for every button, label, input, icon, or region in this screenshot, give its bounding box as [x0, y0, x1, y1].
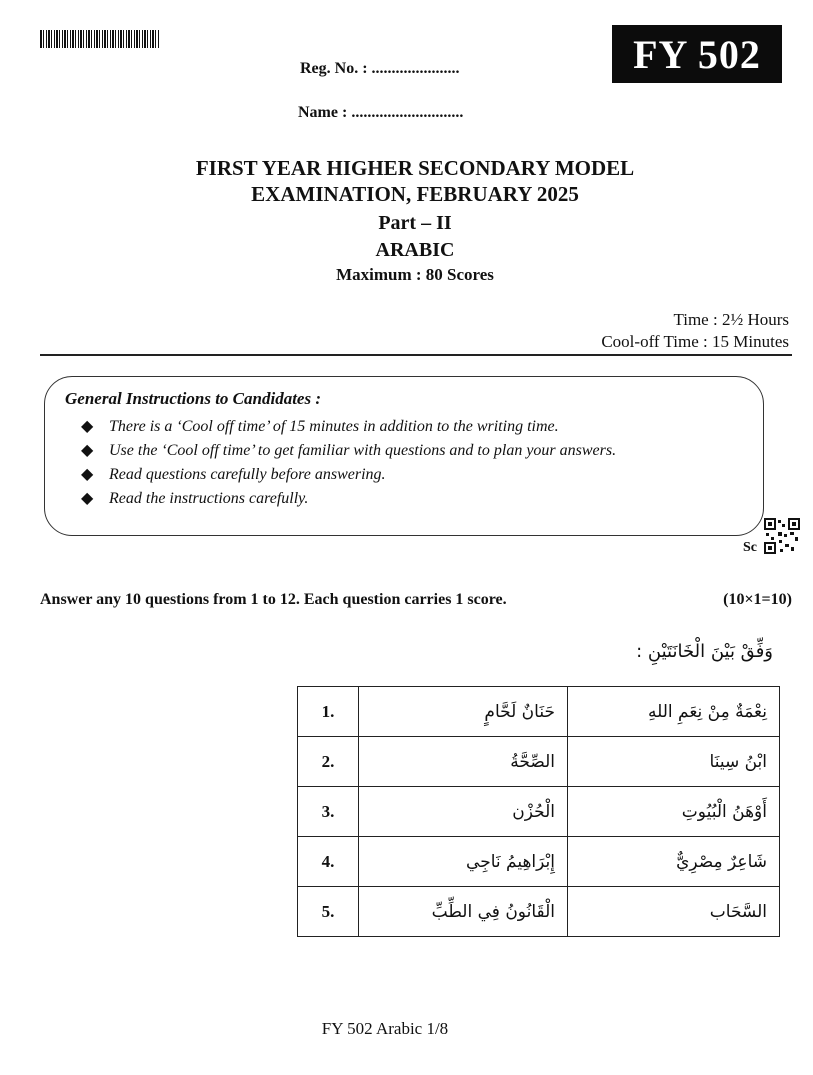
- instructions-list: [45, 415, 763, 511]
- table-row: [298, 787, 780, 837]
- table-row: [298, 737, 780, 787]
- question-header: [40, 591, 792, 609]
- instruction-item: ◆ Use the ‘Cool off time’ to get familiar with questions and to plan your answers.: [81, 439, 763, 463]
- column-a-cell: الْقَانُونُ فِي الطِّبِّ: [359, 887, 568, 937]
- maximum-scores: Maximum : 80 Scores: [336, 265, 494, 284]
- table-row: [298, 837, 780, 887]
- bullet-icon: ◆: [81, 418, 94, 435]
- question-number: 2.: [298, 737, 359, 787]
- column-b-cell: السَّحَاب: [568, 887, 780, 937]
- bullet-icon: ◆: [81, 490, 94, 507]
- subject-label: ARABIC: [375, 239, 455, 261]
- cool-off-time: Cool-off Time : 15 Minutes: [601, 332, 789, 351]
- scanner-label: Sc: [743, 540, 757, 555]
- question-number: 1.: [298, 687, 359, 737]
- column-a-cell: إِبْرَاهِيمُ نَاجِي: [359, 837, 568, 887]
- divider: [40, 354, 792, 356]
- arabic-instruction: وَفِّقْ بَيْنَ الْخَانَتَيْنِ :: [636, 641, 773, 662]
- name-field: Name : ............................: [298, 104, 464, 121]
- bullet-icon: ◆: [81, 442, 94, 459]
- time-info: [601, 309, 789, 353]
- column-a-cell: حَنَانٌ لَحَّامٍ: [359, 687, 568, 737]
- column-b-cell: نِعْمَةٌ مِنْ نِعَمِ اللهِ: [568, 687, 780, 737]
- question-instruction: Answer any 10 questions from 1 to 12. Each question carries 1 score.: [40, 591, 507, 608]
- qr-code-icon: [764, 518, 800, 554]
- page-footer: FY 502 Arabic 1/8: [321, 1019, 449, 1038]
- instructions-box: [44, 376, 764, 536]
- table-row: [298, 687, 780, 737]
- part-label: Part – II: [378, 212, 452, 234]
- instructions-heading: General Instructions to Candidates :: [65, 389, 321, 408]
- title-line-2: EXAMINATION, FEBRUARY 2025: [251, 182, 579, 206]
- question-number: 3.: [298, 787, 359, 837]
- instruction-item: ◆ Read questions carefully before answering.: [81, 463, 763, 487]
- question-number: 4.: [298, 837, 359, 887]
- instruction-item: ◆ There is a ‘Cool off time’ of 15 minutes in addition to the writing time.: [81, 415, 763, 439]
- table-row: [298, 887, 780, 937]
- question-number: 5.: [298, 887, 359, 937]
- matching-table: [297, 686, 780, 937]
- instruction-item: ◆ Read the instructions carefully.: [81, 487, 763, 511]
- column-a-cell: الصِّحَّةُ: [359, 737, 568, 787]
- column-b-cell: ابْنُ سِينَا: [568, 737, 780, 787]
- column-b-cell: شَاعِرٌ مِصْرِيٌّ: [568, 837, 780, 887]
- column-a-cell: الْحُزْن: [359, 787, 568, 837]
- paper-code: FY 502: [612, 25, 782, 83]
- title-line-1: FIRST YEAR HIGHER SECONDARY MODEL: [195, 156, 635, 180]
- reg-no-field: Reg. No. : ......................: [300, 60, 460, 77]
- bullet-icon: ◆: [81, 466, 94, 483]
- exam-title: [0, 155, 813, 287]
- time-duration: Time : 2½ Hours: [673, 310, 789, 329]
- column-b-cell: أَوْهَنُ الْبُيُوتِ: [568, 787, 780, 837]
- barcode: [40, 30, 160, 48]
- score-total: (10×1=10): [723, 591, 792, 608]
